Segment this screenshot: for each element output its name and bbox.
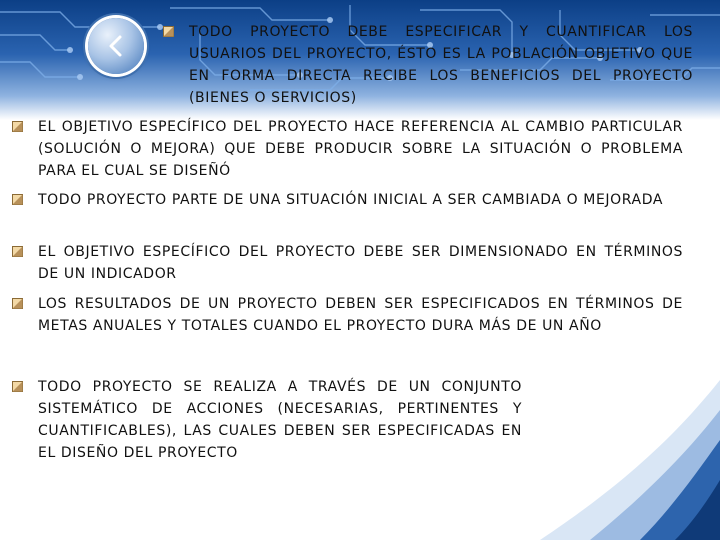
bullet-item [38, 241, 683, 285]
bullet-text: TODO PROYECTO SE REALIZA A TRAVÉS DE UN CONJUNTO SISTEMÁTICO DE ACCIONES (NECESARIAS, PERTINENTES Y CUANTIFICABLES), LAS CUALES DEBEN SER ESPECIFICADAS EN EL DISEÑO DEL PROYECTO [38, 379, 522, 461]
bullet-marker-icon [12, 121, 23, 132]
bullet-marker-icon [12, 298, 23, 309]
bullet-item [38, 189, 683, 211]
bullet-text: EL OBJETIVO ESPECÍFICO DEL PROYECTO HACE REFERENCIA AL CAMBIO PARTICULAR (SOLUCIÓN O MEJORA) QUE DEBE PRODUCIR SOBRE LA SITUACIÓN O PROBLEMA PARA EL CUAL SE DISEÑÓ [38, 119, 683, 179]
bullet-text: TODO PROYECTO DEBE ESPECIFICAR Y CUANTIFICAR LOS USUARIOS DEL PROYECTO, ÉSTO ES LA POBLACIÓN OBJETIVO QUE EN FORMA DIRECTA RECIBE LOS BENEFICIOS DEL PROYECTO (BIENES O SERVICIOS) [189, 24, 693, 106]
bullet-text: TODO PROYECTO PARTE DE UNA SITUACIÓN INICIAL A SER CAMBIADA O MEJORADA [38, 192, 664, 208]
back-button[interactable] [88, 18, 144, 74]
bullet-item [38, 293, 683, 337]
bullet-marker-icon [12, 246, 23, 257]
bullet-marker-icon [12, 194, 23, 205]
bullet-marker-icon [163, 26, 174, 37]
bullet-marker-icon [12, 381, 23, 392]
chevron-left-icon [103, 33, 129, 59]
bullet-item [189, 21, 693, 109]
bullet-item [38, 116, 683, 182]
bullet-text: EL OBJETIVO ESPECÍFICO DEL PROYECTO DEBE SER DIMENSIONADO EN TÉRMINOS DE UN INDICADOR [38, 244, 683, 282]
bullet-text: LOS RESULTADOS DE UN PROYECTO DEBEN SER ESPECIFICADOS EN TÉRMINOS DE METAS ANUALES Y TOTALES CUANDO EL PROYECTO DURA MÁS DE UN AÑO [38, 296, 683, 334]
bullet-item [38, 376, 522, 464]
